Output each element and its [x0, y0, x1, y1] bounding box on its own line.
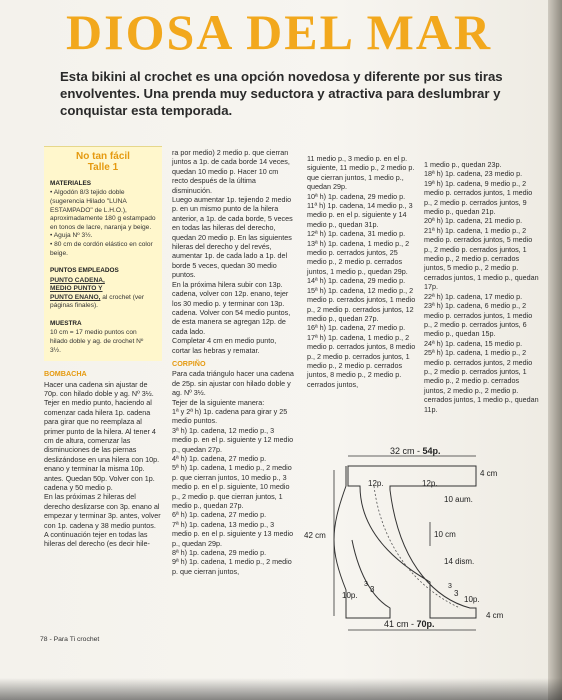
row-instruction: 19ª h) 1p. cadena, 9 medio p., 2 medio p. cerrados juntos, 1 medio p., 2 medio p. cerrados juntos, 9 medio p., quedan 21p.: [424, 178, 533, 217]
difficulty-heading: [50, 151, 156, 173]
column-1: [44, 146, 162, 549]
gauge-heading: MUESTRA: [50, 319, 82, 327]
row-instruction: 24ª h) 1p. cadena, 15 medio p.: [424, 338, 523, 348]
instruction-paragraph: En la próxima hilera subir con 13p. cadena, volver con 12p. enano, tejer los 30 medio p. y terminar con 13p. cadena. Volver con 54 medio puntos, de esta manera se agregan 12p. de cada lado.: [172, 279, 291, 336]
row-instruction: 12ª h) 1p. cadena, 31 medio p.: [307, 229, 406, 239]
row-instruction: 25ª h) 1p. cadena, 1 medio p., 2 medio p. cerrados juntos, 2 medio p., 2 medio p. cerrados juntos, 1 medio p., 2 medio p. cerrados juntos, 2 medio p., 2 medio p. cerrados juntos, 1 medio p., quedan 11p.: [424, 348, 539, 414]
row-instruction: 15ª h) 1p. cadena, 12 medio p., 2 medio p. cerrados juntos, 1 medio p., 2 medio p. cerrados juntos, 12 medio p., quedan 27p.: [307, 285, 416, 323]
instruction-paragraph: Completar 4 cm en medio punto, cortar las hebras y rematar.: [172, 336, 277, 355]
row-instruction: 16ª h) 1p. cadena, 27 medio p.: [307, 323, 406, 333]
instruction-paragraph: En las próximas 2 hileras del derecho deslizarse con 3p. enano al empezar y terminar 3p. antes, volver con 1p. cadena y 38 medio puntos.: [44, 492, 161, 530]
row-instruction: 7ª h) 1p. cadena, 13 medio p., 3 medio p. en el p. siguiente y 13 medio p., quedan 29p.: [172, 519, 294, 548]
section-heading-corpino: CORPIÑO: [172, 358, 206, 368]
row-instruction: 1ª y 2ª h) 1p. cadena para girar y 25 medio puntos.: [172, 406, 288, 426]
materials-item: • Aguja Nº 3½.: [50, 232, 93, 240]
row-instruction: 11ª h) 1p. cadena, 14 medio p., 3 medio p. en el p. siguiente y 14 medio p., quedan 31p.: [307, 201, 413, 229]
materials-heading: MATERIALES: [50, 180, 92, 187]
stitches-text: [50, 277, 156, 311]
row-instruction: 10ª h) 1p. cadena, 29 medio p.: [307, 191, 406, 201]
diagram-label-top-right-p: 12p.: [422, 479, 438, 488]
instruction-paragraph: ra por medio) 2 medio p. que cierran juntos a 1p. de cada borde 14 veces, quedan 10 medio p. Hacer 10 cm recto después de la última disminución.: [172, 148, 290, 195]
diagram-label-right-top: 4 cm: [480, 469, 498, 478]
intro-paragraph: Esta bikini al crochet es una opción novedosa y diferente por sus tiras envolventes. Una prenda muy seductora y atractiva para deslumbrar y conquistar esta temporada.: [60, 69, 503, 118]
size-label: Talle 1: [87, 162, 119, 173]
row-instruction: 17ª h) 1p. cadena, 1 medio p., 2 medio p. cerrados juntos, 8 medio p., 2 medio p. cerrados juntos, 1 medio p., 2 medio p. cerrados juntos, 8 medio p., 2 medio p. cerrados juntos,: [307, 332, 416, 389]
diagram-label-dism: 14 dism.: [444, 557, 475, 566]
gauge-text: 10 cm = 17 medio puntos con hilado doble y ag. de crochet Nº 3½.: [50, 329, 144, 354]
materials-item: • Algodón 8/3 tejido doble (sugerencia Hilado "LUNA ESTAMPADO" de L.H.O.), aproximadamente 180 g estampado en tonos de lacre, naranja y beige.: [50, 189, 156, 231]
diagram-label-left-3-small: 3: [364, 581, 368, 588]
instruction-paragraph: A continuación tejer en todas las hileras del derecho (es decir hile-: [44, 530, 150, 549]
row-instruction: 4ª h) 1p. cadena, 27 medio p.: [172, 454, 267, 463]
instruction-paragraph: Tejer en medio punto, haciendo al comenzar cada hilera 1p. cadena para girar que no reemplaza al primer punto de la hilera. Al tener 4 cm de altura, comenzar las disminuciones de las piernas deslizándose en una hilera con 10p. enano y terminar la misma 10p. antes. Quedan 50p. Volver con 1p. cadena y 50 medio p.: [44, 398, 160, 492]
row-instruction: 11 medio p., 3 medio p. en el p. siguiente, 11 medio p., 2 medio p. que cierran juntos, 1 medio p., quedan 29p.: [307, 154, 415, 192]
row-instruction: 8ª h) 1p. cadena, 29 medio p.: [172, 548, 267, 558]
row-instruction: 5ª h) 1p. cadena, 1 medio p., 2 medio p. que cierran juntos, 10 medio p., 3 medio p. en el p. siguiente, 10 medio p., 2 medio p. que cierran juntos, 1 medio p., quedan 27p.: [172, 463, 292, 511]
row-instruction: 20ª h) 1p. cadena, 21 medio p.: [424, 216, 523, 226]
stitches-note: al crochet (ver páginas finales).: [50, 293, 145, 310]
row-instruction: 18ª h) 1p. cadena, 23 medio p.: [424, 169, 523, 179]
diagram-label-right-bottom: 4 cm: [486, 611, 504, 620]
diagram-label-top-left-p: 12p.: [368, 479, 384, 488]
stitch-name: MEDIO PUNTO Y: [50, 285, 103, 293]
row-instruction: 22ª h) 1p. cadena, 17 medio p.: [424, 291, 523, 301]
diagram-label-bottom: 41 cm - 70p.: [384, 619, 435, 629]
page-bottom-shadow: [0, 678, 562, 700]
diagram-label-top: 32 cm - 54p.: [390, 446, 441, 456]
page-title: DIOSA DEL MAR: [66, 4, 493, 60]
row-instruction: 6ª h) 1p. cadena, 27 medio p.: [172, 510, 267, 520]
row-instruction: 3ª h) 1p. cadena, 12 medio p., 3 medio p. en el p. siguiente y 12 medio p., quedan 27p.: [172, 425, 294, 454]
row-instruction: 13ª h) 1p. cadena, 1 medio p., 2 medio p. cerrados juntos, 25 medio p., 2 medio p. cerrados juntos, 1 medio p., quedan 29p.: [307, 238, 410, 276]
stitch-name: PUNTO ENANO,: [50, 293, 101, 301]
column-3: [307, 154, 419, 389]
diagram-label-aum: 10 aum.: [444, 495, 473, 504]
diagram-label-left-3-big: 3: [370, 585, 375, 594]
stitches-heading: PUNTOS EMPLEADOS: [50, 267, 119, 275]
difficulty-label: No tan fácil: [76, 151, 130, 162]
diagram-label-left-cm: 42 cm: [304, 531, 326, 540]
diagram-label-right-3-small: 3: [448, 583, 452, 590]
instruction-paragraph: Hacer una cadena sin ajustar de 70p. con hilado doble y ag. Nº 3½.: [44, 379, 154, 398]
instruction-paragraph: Para cada triángulo hacer una cadena de 25p. sin ajustar con hilado doble y ag. Nº 3½.: [172, 369, 294, 398]
section-heading-bombacha: BOMBACHA: [44, 369, 87, 379]
instruction-paragraph: Luego aumentar 1p. tejiendo 2 medio p. en un mismo punto de la hilera anterior, a 1p. de cada borde, 5 veces en todas las hileras del derecho, quedan 20 medio p. En las siguientes hileras del derecho y del revés, aumentar 1p. de cada lado a 1p. del borde 5 veces, quedan 30 medio puntos.: [172, 195, 293, 280]
stitch-name: PUNTO CADENA,: [50, 276, 105, 284]
row-instruction: 9ª h) 1p. cadena, 1 medio p., 2 medio p. que cierran juntos,: [172, 557, 292, 576]
row-instruction: 21ª h) 1p. cadena, 1 medio p., 2 medio p. cerrados juntos, 5 medio p., 2 medio p. cerrados juntos, 1 medio p., 2 medio p. cerrados juntos, 5 medio p., 2 medio p. cerrados juntos, 1 medio p., quedan 17p.: [424, 225, 539, 292]
materials-box: [44, 146, 162, 361]
row-instruction: 14ª h) 1p. cadena, 29 medio p.: [307, 276, 406, 286]
diagram-label-bottom-right-p: 10p.: [464, 595, 480, 604]
materials-item: • 80 cm de cordón elástico en color beige.: [50, 240, 153, 257]
diagram-label-bottom-left-p: 10p.: [342, 591, 358, 600]
instruction-paragraph: Tejer de la siguiente manera:: [172, 397, 265, 407]
page-spine-shadow: [548, 0, 562, 700]
diagram-label-right-3-big: 3: [454, 589, 459, 598]
diagram-label-mid-cm: 10 cm: [434, 530, 456, 539]
row-instruction: 1 medio p., quedan 23p.: [424, 160, 502, 169]
row-instruction: 23ª h) 1p. cadena, 6 medio p., 2 medio p. cerrados juntos, 1 medio p., 2 medio p. cerrados juntos, 6 medio p., quedan 15p.: [424, 301, 533, 339]
page-footer: 78 - Para Ti crochet: [40, 636, 100, 643]
pattern-diagram: [298, 440, 518, 636]
column-4: [424, 160, 542, 414]
column-2: [172, 148, 294, 576]
